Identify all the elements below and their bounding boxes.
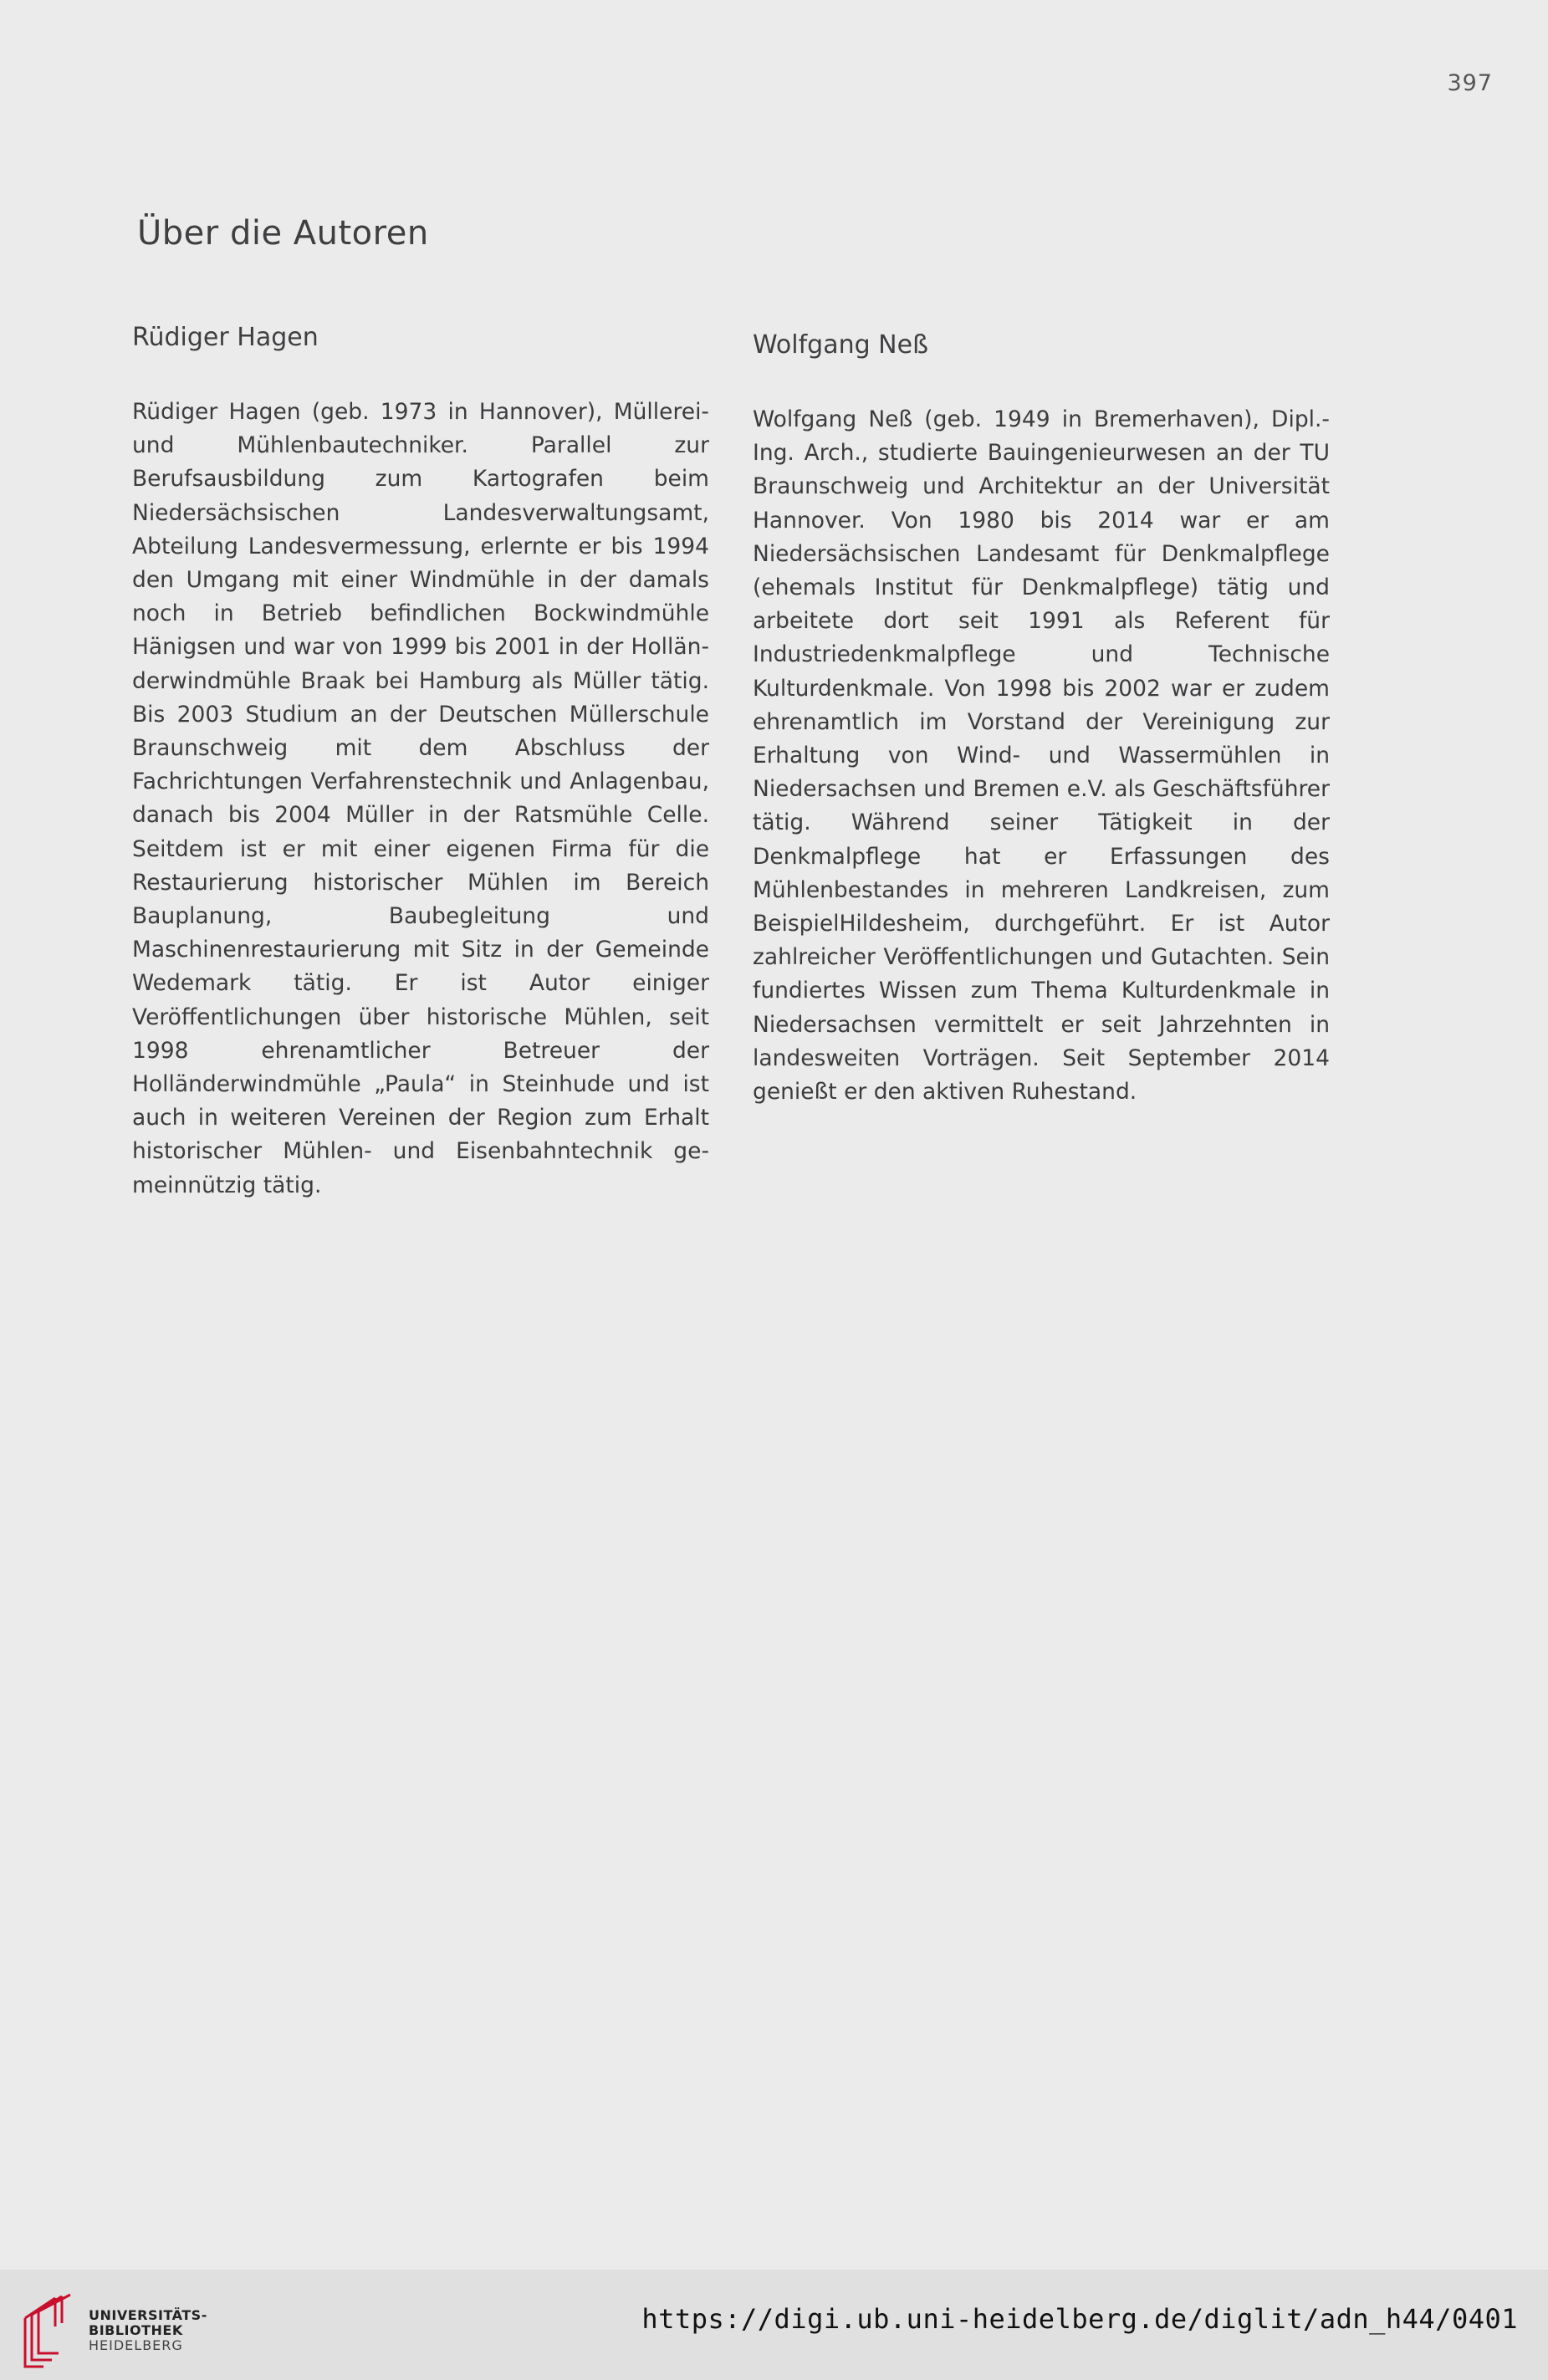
author-bio: Wolfgang Neß (geb. 1949 in Bremerhaven), Dipl.-Ing. Arch., studierte Bauingenieurwesen an der TU Braunschweig und Architektur an der Universität Hannover. Von 1980 bis 2014 war er am Niedersächsischen Landesamt für Denkmalpflege (ehemals Institut für Denkmalpflege) tätig und arbeitete dort seit 1991 als Referent für Industriedenkmalpflege und Technische Kulturdenkmale. Von 1998 bis 2002 war er zudem ehrenamtlich im Vorstand der Vereinigung zur Erhaltung von Wind- und Wassermühlen in Niedersachsen und Bremen e.V. als Geschäftsführer tätig. Während seiner Tätigkeit in der Denkmalpflege hat er Erfassungen des Mühlenbestandes in mehreren Landkreisen, zum BeispielHildesheim, durchgeführt. Er ist Autor zahlreicher Veröffentlichungen und Gutachten. Sein fundiertes Wissen zum Thema Kulturdenkmale in Niedersachsen vermittelt er seit Jahrzehnten in landesweiten Vorträgen. Seit September 2014 genießt er den aktiven Ruhestand. [753,406,1330,1106]
author-name: Wolfgang Neß [753,330,928,360]
logo-line-3: HEIDELBERG [89,2337,183,2353]
logo-line-2: BIBLIOTHEK [89,2322,183,2338]
digitization-footer [0,2270,1548,2380]
logo-line-1: UNIVERSITÄTS- [89,2307,207,2323]
author-column-ness [753,330,1330,1109]
page-heading: Über die Autoren [137,214,429,253]
author-name: Rüdiger Hagen [132,323,319,352]
library-logo-text [89,2308,207,2353]
page-number: 397 [1447,70,1493,96]
author-column-hagen [132,323,709,1203]
ub-heidelberg-logo-icon [18,2293,82,2373]
source-url[interactable]: https://digi.ub.uni-heidelberg.de/diglit/adn_h44/0401 [641,2303,1518,2335]
author-bio: Rüdiger Hagen (geb. 1973 in Hannover), Müllerei- und Mühlenbautechniker. Parallel zur Berufsausbildung zum Kartografen beim Niedersächsischen Landesverwaltungsamt, Abteilung Landesvermessung, erlernte er bis 1994 den Umgang mit einer Windmühle in der damals noch in Betrieb befindlichen Bockwindmühle Hänigsen und war von 1999 bis 2001 in der Holländerwindmühle Braak bei Hamburg als Müller tätig. Bis 2003 Studium an der Deutschen Müllerschule Braunschweig mit dem Abschluss der Fachrichtungen Verfahrenstechnik und Anlagenbau, danach bis 2004 Müller in der Ratsmühle Celle. Seitdem ist er mit einer eigenen Firma für die Restaurierung historischer Mühlen im Bereich Bauplanung, Baubegleitung und Maschinenrestaurierung mit Sitz in der Gemeinde Wedemark tätig. Er ist Autor einiger Veröffentlichungen über historische Mühlen, seit 1998 ehrenamtlicher Betreuer der Holländerwindmühle „Paula“ in Steinhude und ist auch in weiteren Vereinen der Region zum Erhalt historischer Mühlen- und Eisenbahntechnik gemeinnützig tätig. [132,399,709,1198]
